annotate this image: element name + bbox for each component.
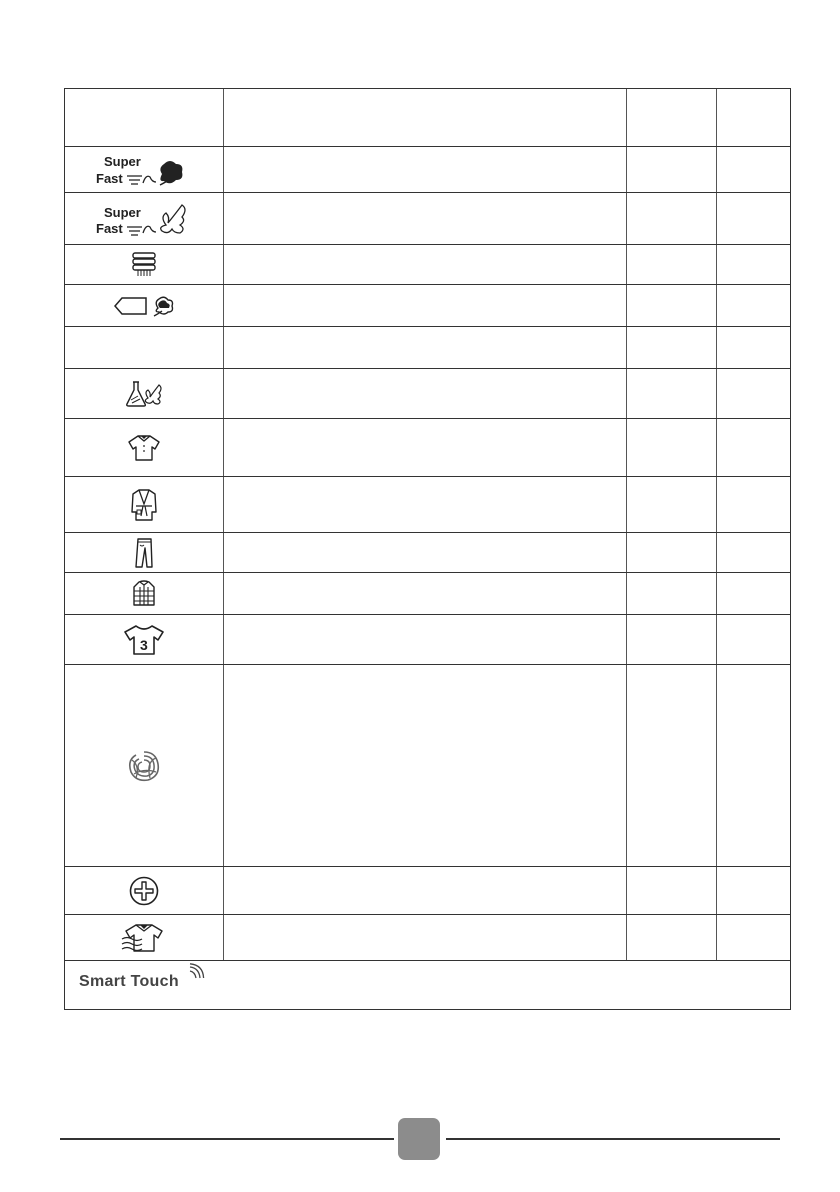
table-row (65, 533, 790, 573)
table-row (65, 615, 790, 665)
table-row (65, 573, 790, 615)
footer-line-right (446, 1138, 780, 1140)
synthetic-mixed-icon (124, 380, 164, 408)
towels-icon (131, 251, 157, 279)
table-row (65, 665, 790, 867)
shirt-number: 3 (140, 636, 148, 653)
table-row (65, 147, 790, 193)
rinse-shirt-icon (120, 923, 168, 953)
fast-label: Fast (96, 220, 123, 236)
nfc-waves-icon (187, 963, 205, 986)
table-row (65, 327, 790, 369)
table-row (65, 915, 790, 961)
table-header-row (65, 89, 790, 147)
header-cell-description (224, 89, 627, 146)
smart-touch-row (65, 961, 790, 1009)
jeans-icon (134, 537, 154, 569)
quilted-jacket-icon (131, 579, 157, 609)
hygiene-icon (128, 875, 160, 907)
table-row (65, 477, 790, 533)
table-row (65, 193, 790, 245)
sport-shirt-icon (123, 624, 165, 656)
smart-touch-label: Smart Touch (79, 973, 179, 990)
super-fast-cotton-icon (96, 152, 192, 188)
footer-line-left (60, 1138, 394, 1140)
fast-label: Fast (96, 170, 123, 186)
table-row (65, 245, 790, 285)
table-row (65, 867, 790, 915)
wool-icon (126, 748, 162, 784)
super-label: Super (104, 153, 141, 169)
shirt-icon (127, 434, 161, 462)
header-cell-icon (65, 89, 224, 146)
table-row (65, 285, 790, 327)
table-row (65, 419, 790, 477)
bathrobe-icon (130, 488, 158, 522)
cotton-label-icon (114, 294, 174, 318)
page-number-badge (398, 1118, 440, 1160)
header-cell-value-1 (627, 89, 717, 146)
super-label: Super (104, 204, 141, 220)
header-cell-value-2 (717, 89, 792, 146)
table-row (65, 369, 790, 419)
program-table (64, 88, 791, 1010)
super-fast-synthetic-icon (96, 199, 192, 239)
